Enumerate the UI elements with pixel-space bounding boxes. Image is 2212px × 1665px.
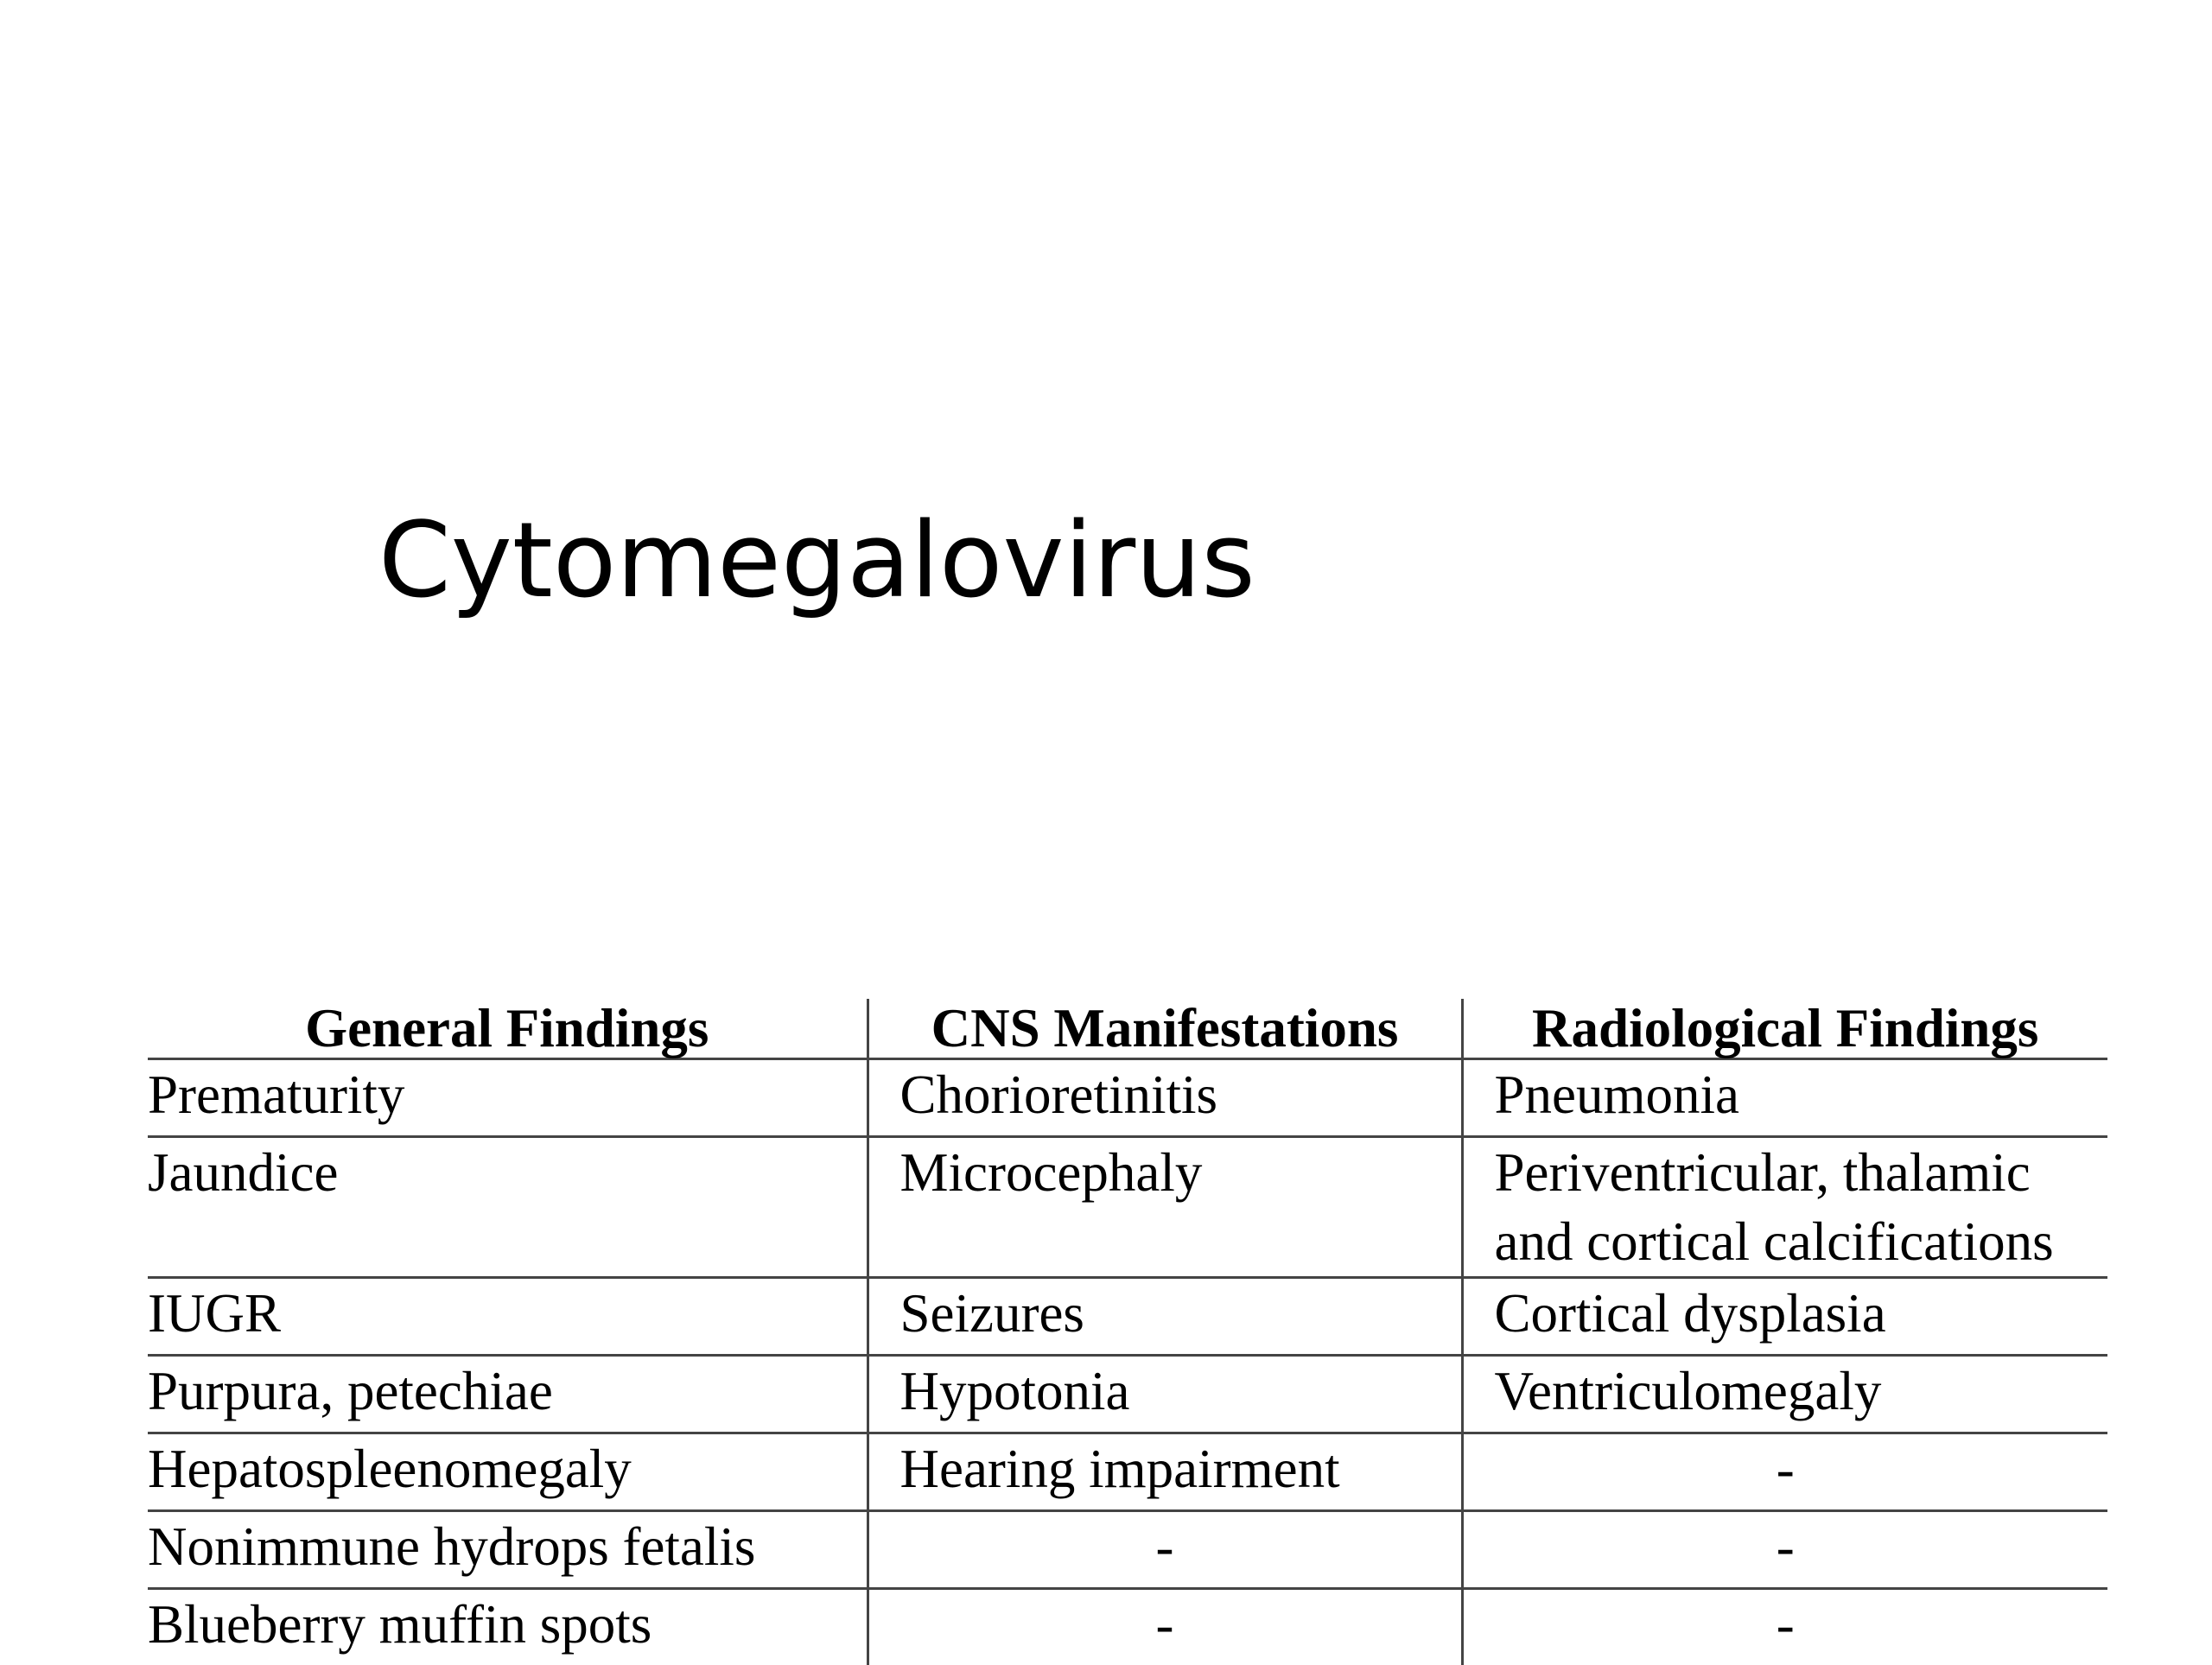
header-cns-manifestations: CNS Manifestations xyxy=(868,999,1462,1059)
cell-cns: Microcephaly xyxy=(868,1137,1462,1278)
cell-radiological: Cortical dysplasia xyxy=(1462,1278,2107,1356)
cell-general: Hepatospleenomegaly xyxy=(148,1433,868,1511)
cell-general: Jaundice xyxy=(148,1137,868,1278)
table-row xyxy=(148,1059,2107,1137)
cell-radiological: Ventriculomegaly xyxy=(1462,1356,2107,1433)
cell-radiological xyxy=(1462,1137,2107,1278)
cell-cns: Hypotonia xyxy=(868,1356,1462,1433)
table-row xyxy=(148,1433,2107,1511)
cell-radiological: - xyxy=(1462,1433,2107,1511)
cell-cns: Seizures xyxy=(868,1278,1462,1356)
cell-general: Blueberry muffin spots xyxy=(148,1589,868,1665)
cell-cns: Chorioretinitis xyxy=(868,1059,1462,1137)
cell-cns: - xyxy=(868,1511,1462,1589)
table-row xyxy=(148,1137,2107,1278)
cell-radiological: Pneumonia xyxy=(1462,1059,2107,1137)
table-row xyxy=(148,1356,2107,1433)
cell-cns: - xyxy=(868,1589,1462,1665)
findings-table xyxy=(148,999,2107,1665)
cell-radiological-text: Periventricular, thalamic and cortical calcifications xyxy=(1495,1138,2108,1276)
header-general-findings: General Findings xyxy=(148,999,868,1059)
cell-cns: Hearing impairment xyxy=(868,1433,1462,1511)
table-row xyxy=(148,1511,2107,1589)
cell-general: IUGR xyxy=(148,1278,868,1356)
cell-radiological: - xyxy=(1462,1511,2107,1589)
header-radiological-findings: Radiological Findings xyxy=(1462,999,2107,1059)
slide-title: Cytomegalovirus xyxy=(378,501,1255,622)
cell-radiological: - xyxy=(1462,1589,2107,1665)
cell-general: Prematurity xyxy=(148,1059,868,1137)
table-row xyxy=(148,1589,2107,1665)
table-header-row xyxy=(148,999,2107,1059)
cell-general: Purpura, petechiae xyxy=(148,1356,868,1433)
table-row xyxy=(148,1278,2107,1356)
cell-general: Nonimmune hydrops fetalis xyxy=(148,1511,868,1589)
